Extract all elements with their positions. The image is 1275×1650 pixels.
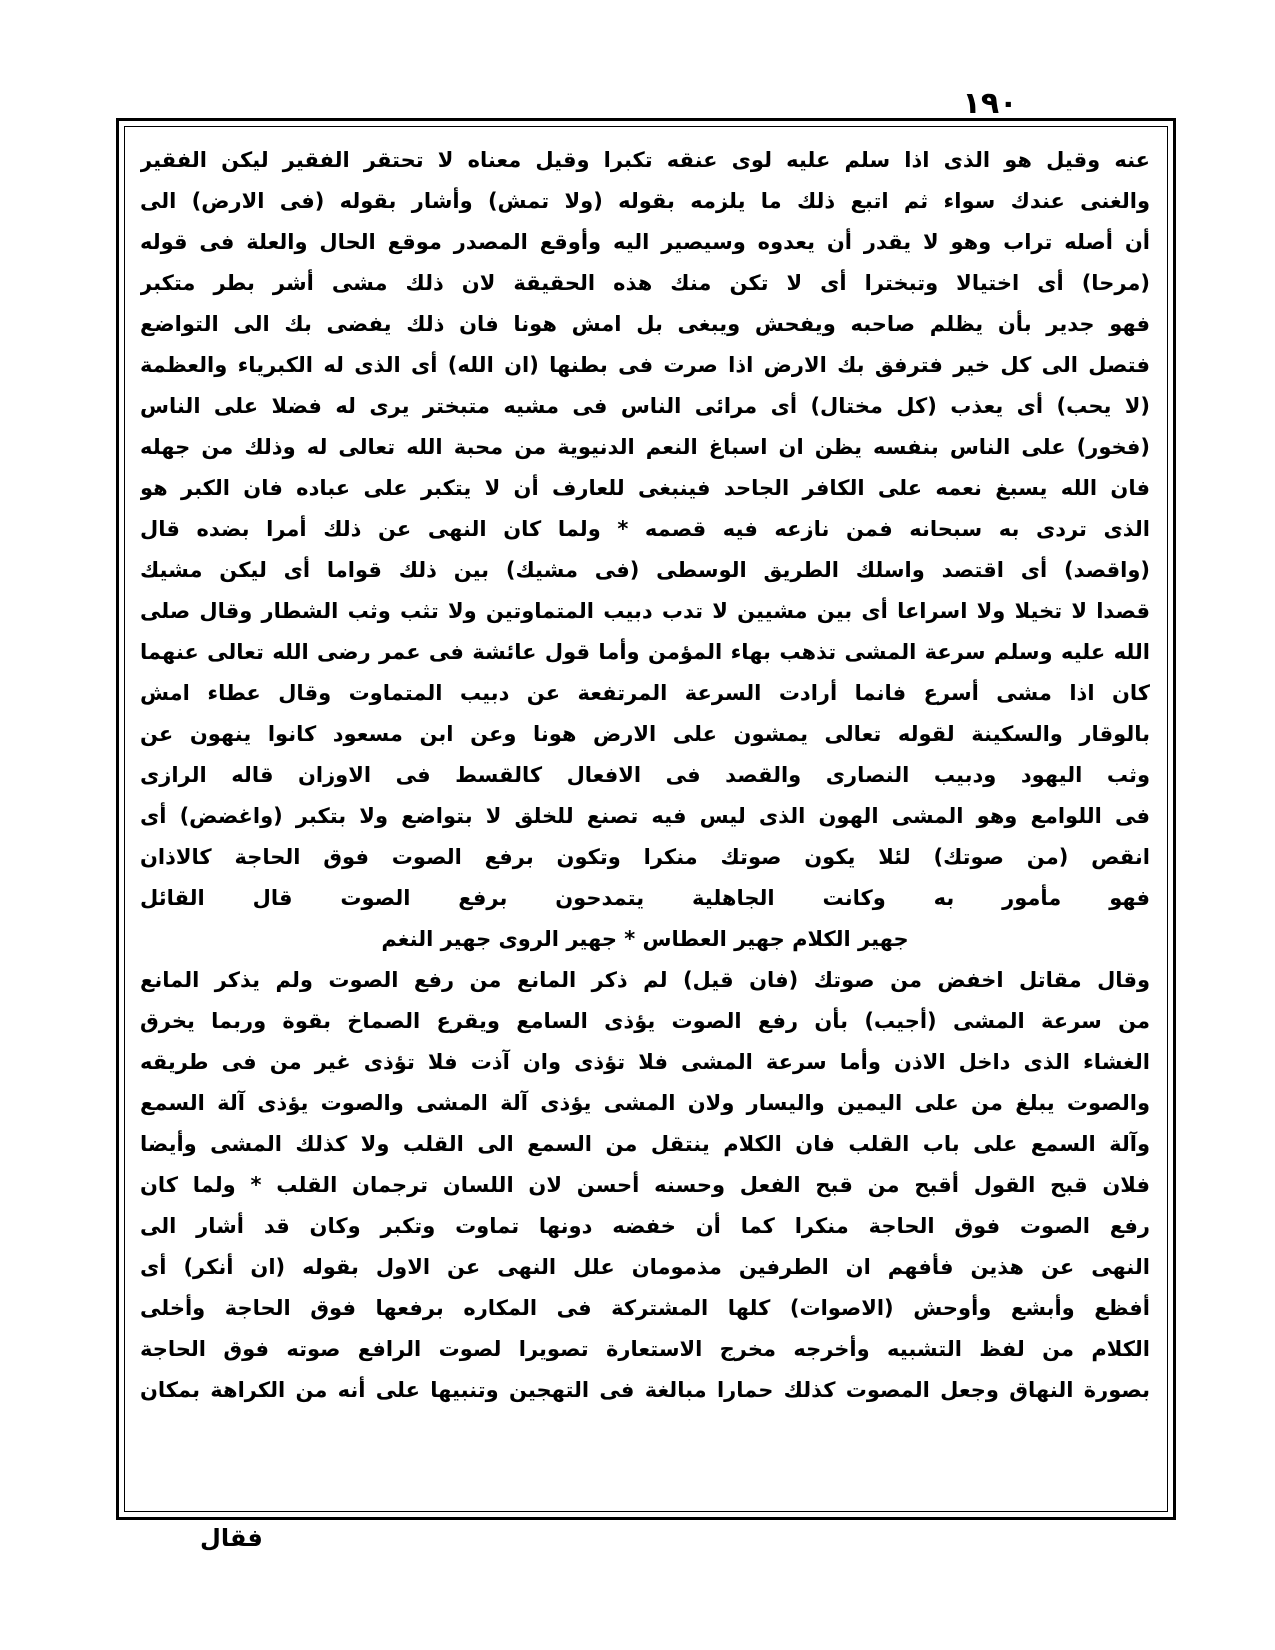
text-line: فان الله يسبغ نعمه على الكافر الجاحد فينبغى للعارف أن لا يتكبر على عباده فان الكبر هو xyxy=(140,476,1150,500)
text-line: رفع الصوت فوق الحاجة منكرا كما أن خفضه دونها تماوت وتكبر وكان قد أشار الى xyxy=(140,1214,1150,1238)
text-line: (واقصد) أى اقتصد واسلك الطريق الوسطى (فى مشيك) بين ذلك قواما أى ليكن مشيك xyxy=(140,558,1150,582)
text-line: الله عليه وسلم سرعة المشى تذهب بهاء المؤمن وأما قول عائشة فى عمر رضى الله تعالى عنهما xyxy=(140,640,1150,664)
text-line: النهى عن هذين فأفهم ان الطرفين مذمومان علل النهى عن الاول بقوله (ان أنكر) أى xyxy=(140,1255,1150,1279)
text-body xyxy=(140,140,1150,1500)
text-line: عنه وقيل هو الذى اذا سلم عليه لوى عنقه تكبرا وقيل معناه لا تحتقر الفقير ليكن الفقير xyxy=(140,148,1150,172)
catchword: فقال xyxy=(200,1524,263,1552)
text-line: فلان قبح القول أقبح من قبح الفعل وحسنه أحسن لان اللسان ترجمان القلب * ولما كان xyxy=(140,1173,1150,1197)
text-line: فى اللوامع وهو المشى الهون الذى ليس فيه تصنع للخلق لا بتواضع ولا بتكبر (واغضض) أى xyxy=(140,804,1150,828)
text-line: (مرحا) أى اختيالا وتبخترا أى لا تكن منك هذه الحقيقة لان ذلك مشى أشر بطر متكبر xyxy=(140,271,1150,295)
page-number: ١٩٠ xyxy=(962,86,1018,121)
text-line: قصدا لا تخيلا ولا اسراعا أى بين مشيين لا تدب دبيب المتماوتين ولا تثب وثب الشطار وقال صلى xyxy=(140,599,1150,623)
text-line: كان اذا مشى أسرع فانما أرادت السرعة المرتفعة عن دبيب المتماوت وقال عطاء امش xyxy=(140,681,1150,705)
text-line: (لا يحب) أى يعذب (كل مختال) أى مرائى الناس فى مشيه متبختر يرى له فضلا على الناس xyxy=(140,394,1150,418)
text-line: بصورة النهاق وجعل المصوت كذلك حمارا مبالغة فى التهجين وتنبيها على أنه من الكراهة بمكان xyxy=(140,1378,1150,1402)
text-line: وقال مقاتل اخفض من صوتك (فان قيل) لم ذكر المانع من رفع الصوت ولم يذكر المانع xyxy=(140,968,1150,992)
text-line: والغنى عندك سواء ثم اتبع ذلك ما يلزمه بقوله (ولا تمش) وأشار بقوله (فى الارض) الى xyxy=(140,189,1150,213)
text-line: (فخور) على الناس بنفسه يظن ان اسباغ النعم الدنيوية من محبة الله تعالى له وذلك من جهله xyxy=(140,435,1150,459)
text-line: الغشاء الذى داخل الاذن وأما سرعة المشى فلا تؤذى وان آذت فلا تؤذى غير من فى طريقه xyxy=(140,1050,1150,1074)
text-line: والصوت يبلغ من على اليمين واليسار ولان المشى يؤذى آلة المشى والصوت يؤذى آلة السمع xyxy=(140,1091,1150,1115)
text-line: وثب اليهود ودبيب النصارى والقصد فى الافعال كالقسط فى الاوزان قاله الرازى xyxy=(140,763,1150,787)
text-line: الكلام من لفظ التشبيه وأخرجه مخرج الاستعارة تصويرا لصوت الرافع صوته فوق الحاجة xyxy=(140,1337,1150,1361)
text-line: انقص (من صوتك) لئلا يكون صوتك منكرا وتكون برفع الصوت فوق الحاجة كالاذان xyxy=(140,845,1150,869)
text-line: الذى تردى به سبحانه فمن نازعه فيه قصمه * ولما كان النهى عن ذلك أمرا بضده قال xyxy=(140,517,1150,541)
text-line: فتصل الى كل خير فترفق بك الارض اذا صرت فى بطنها (ان الله) أى الذى له الكبرياء والعظمة xyxy=(140,353,1150,377)
text-line: من سرعة المشى (أجيب) بأن رفع الصوت يؤذى السامع ويقرع الصماخ بقوة وربما يخرق xyxy=(140,1009,1150,1033)
text-line: وآلة السمع على باب القلب فان الكلام ينتقل من السمع الى القلب ولا كذلك المشى وأيضا xyxy=(140,1132,1150,1156)
text-line: بالوقار والسكينة لقوله تعالى يمشون على الارض هونا وعن ابن مسعود كانوا ينهون عن xyxy=(140,722,1150,746)
text-line: فهو مأمور به وكانت الجاهلية يتمدحون برفع الصوت قال القائل xyxy=(140,886,1150,910)
text-line: أن أصله تراب وهو لا يقدر أن يعدوه وسيصير اليه وأوقع المصدر موقع الحال والعلة فى قوله xyxy=(140,230,1150,254)
text-line: فهو جدير بأن يظلم صاحبه ويفحش ويبغى بل امش هونا فان ذلك يفضى بك الى التواضع xyxy=(140,312,1150,336)
text-line: أفظع وأبشع وأوحش (الاصوات) كلها المشتركة فى المكاره برفعها فوق الحاجة وأخلى xyxy=(140,1296,1150,1320)
verse-line: جهير الكلام جهير العطاس * جهير الروى جهير النغم xyxy=(381,927,909,951)
